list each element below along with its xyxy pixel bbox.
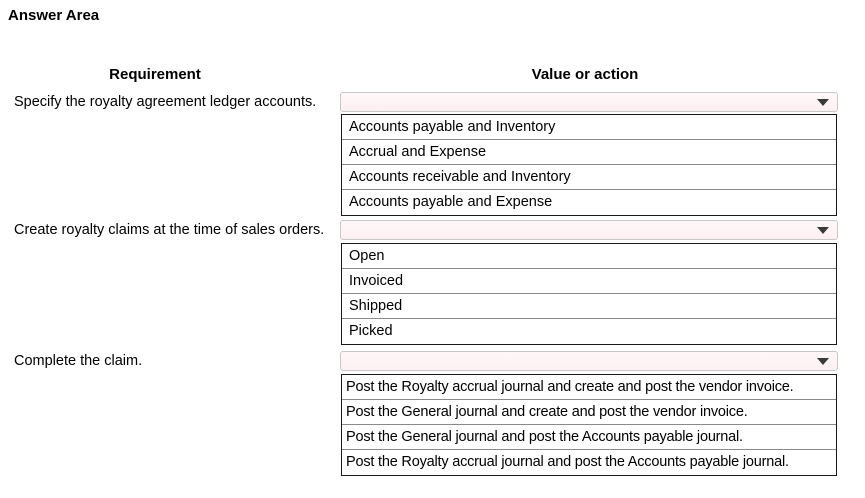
claim-status-dropdown[interactable]	[340, 220, 838, 240]
option-general-journal-accounts-payable[interactable]: Post the General journal and post the Accounts payable journal.	[342, 425, 836, 450]
requirement-header: Requirement	[109, 66, 201, 83]
answer-area-title: Answer Area	[8, 7, 100, 24]
option-general-journal-vendor-invoice[interactable]: Post the General journal and create and post the vendor invoice.	[342, 400, 836, 425]
ledger-accounts-options	[341, 114, 837, 216]
requirement-complete-claim: Complete the claim.	[14, 353, 143, 369]
chevron-down-icon[interactable]	[817, 99, 829, 106]
option-accounts-payable-inventory[interactable]: Accounts payable and Inventory	[342, 115, 836, 140]
requirement-ledger-accounts: Specify the royalty agreement ledger accounts.	[14, 94, 317, 110]
claim-status-options	[341, 243, 837, 345]
chevron-down-icon[interactable]	[817, 227, 829, 234]
complete-claim-options	[341, 374, 837, 476]
option-accounts-payable-expense[interactable]: Accounts payable and Expense	[349, 194, 553, 210]
option-invoiced[interactable]: Invoiced	[342, 269, 836, 294]
requirement-royalty-claims: Create royalty claims at the time of sales orders.	[14, 222, 325, 238]
option-accrual-expense[interactable]: Accrual and Expense	[342, 140, 836, 165]
chevron-down-icon[interactable]	[817, 358, 829, 365]
complete-claim-dropdown[interactable]	[340, 351, 838, 371]
option-picked[interactable]: Picked	[349, 323, 393, 339]
option-accounts-receivable-inventory[interactable]: Accounts receivable and Inventory	[342, 165, 836, 190]
value-header: Value or action	[531, 66, 639, 83]
ledger-accounts-dropdown[interactable]	[340, 92, 838, 112]
option-open[interactable]: Open	[342, 244, 836, 269]
option-royalty-accrual-accounts-payable[interactable]: Post the Royalty accrual journal and post the Accounts payable journal.	[346, 454, 789, 470]
option-royalty-accrual-vendor-invoice[interactable]: Post the Royalty accrual journal and create and post the vendor invoice.	[342, 375, 836, 400]
option-shipped[interactable]: Shipped	[342, 294, 836, 319]
